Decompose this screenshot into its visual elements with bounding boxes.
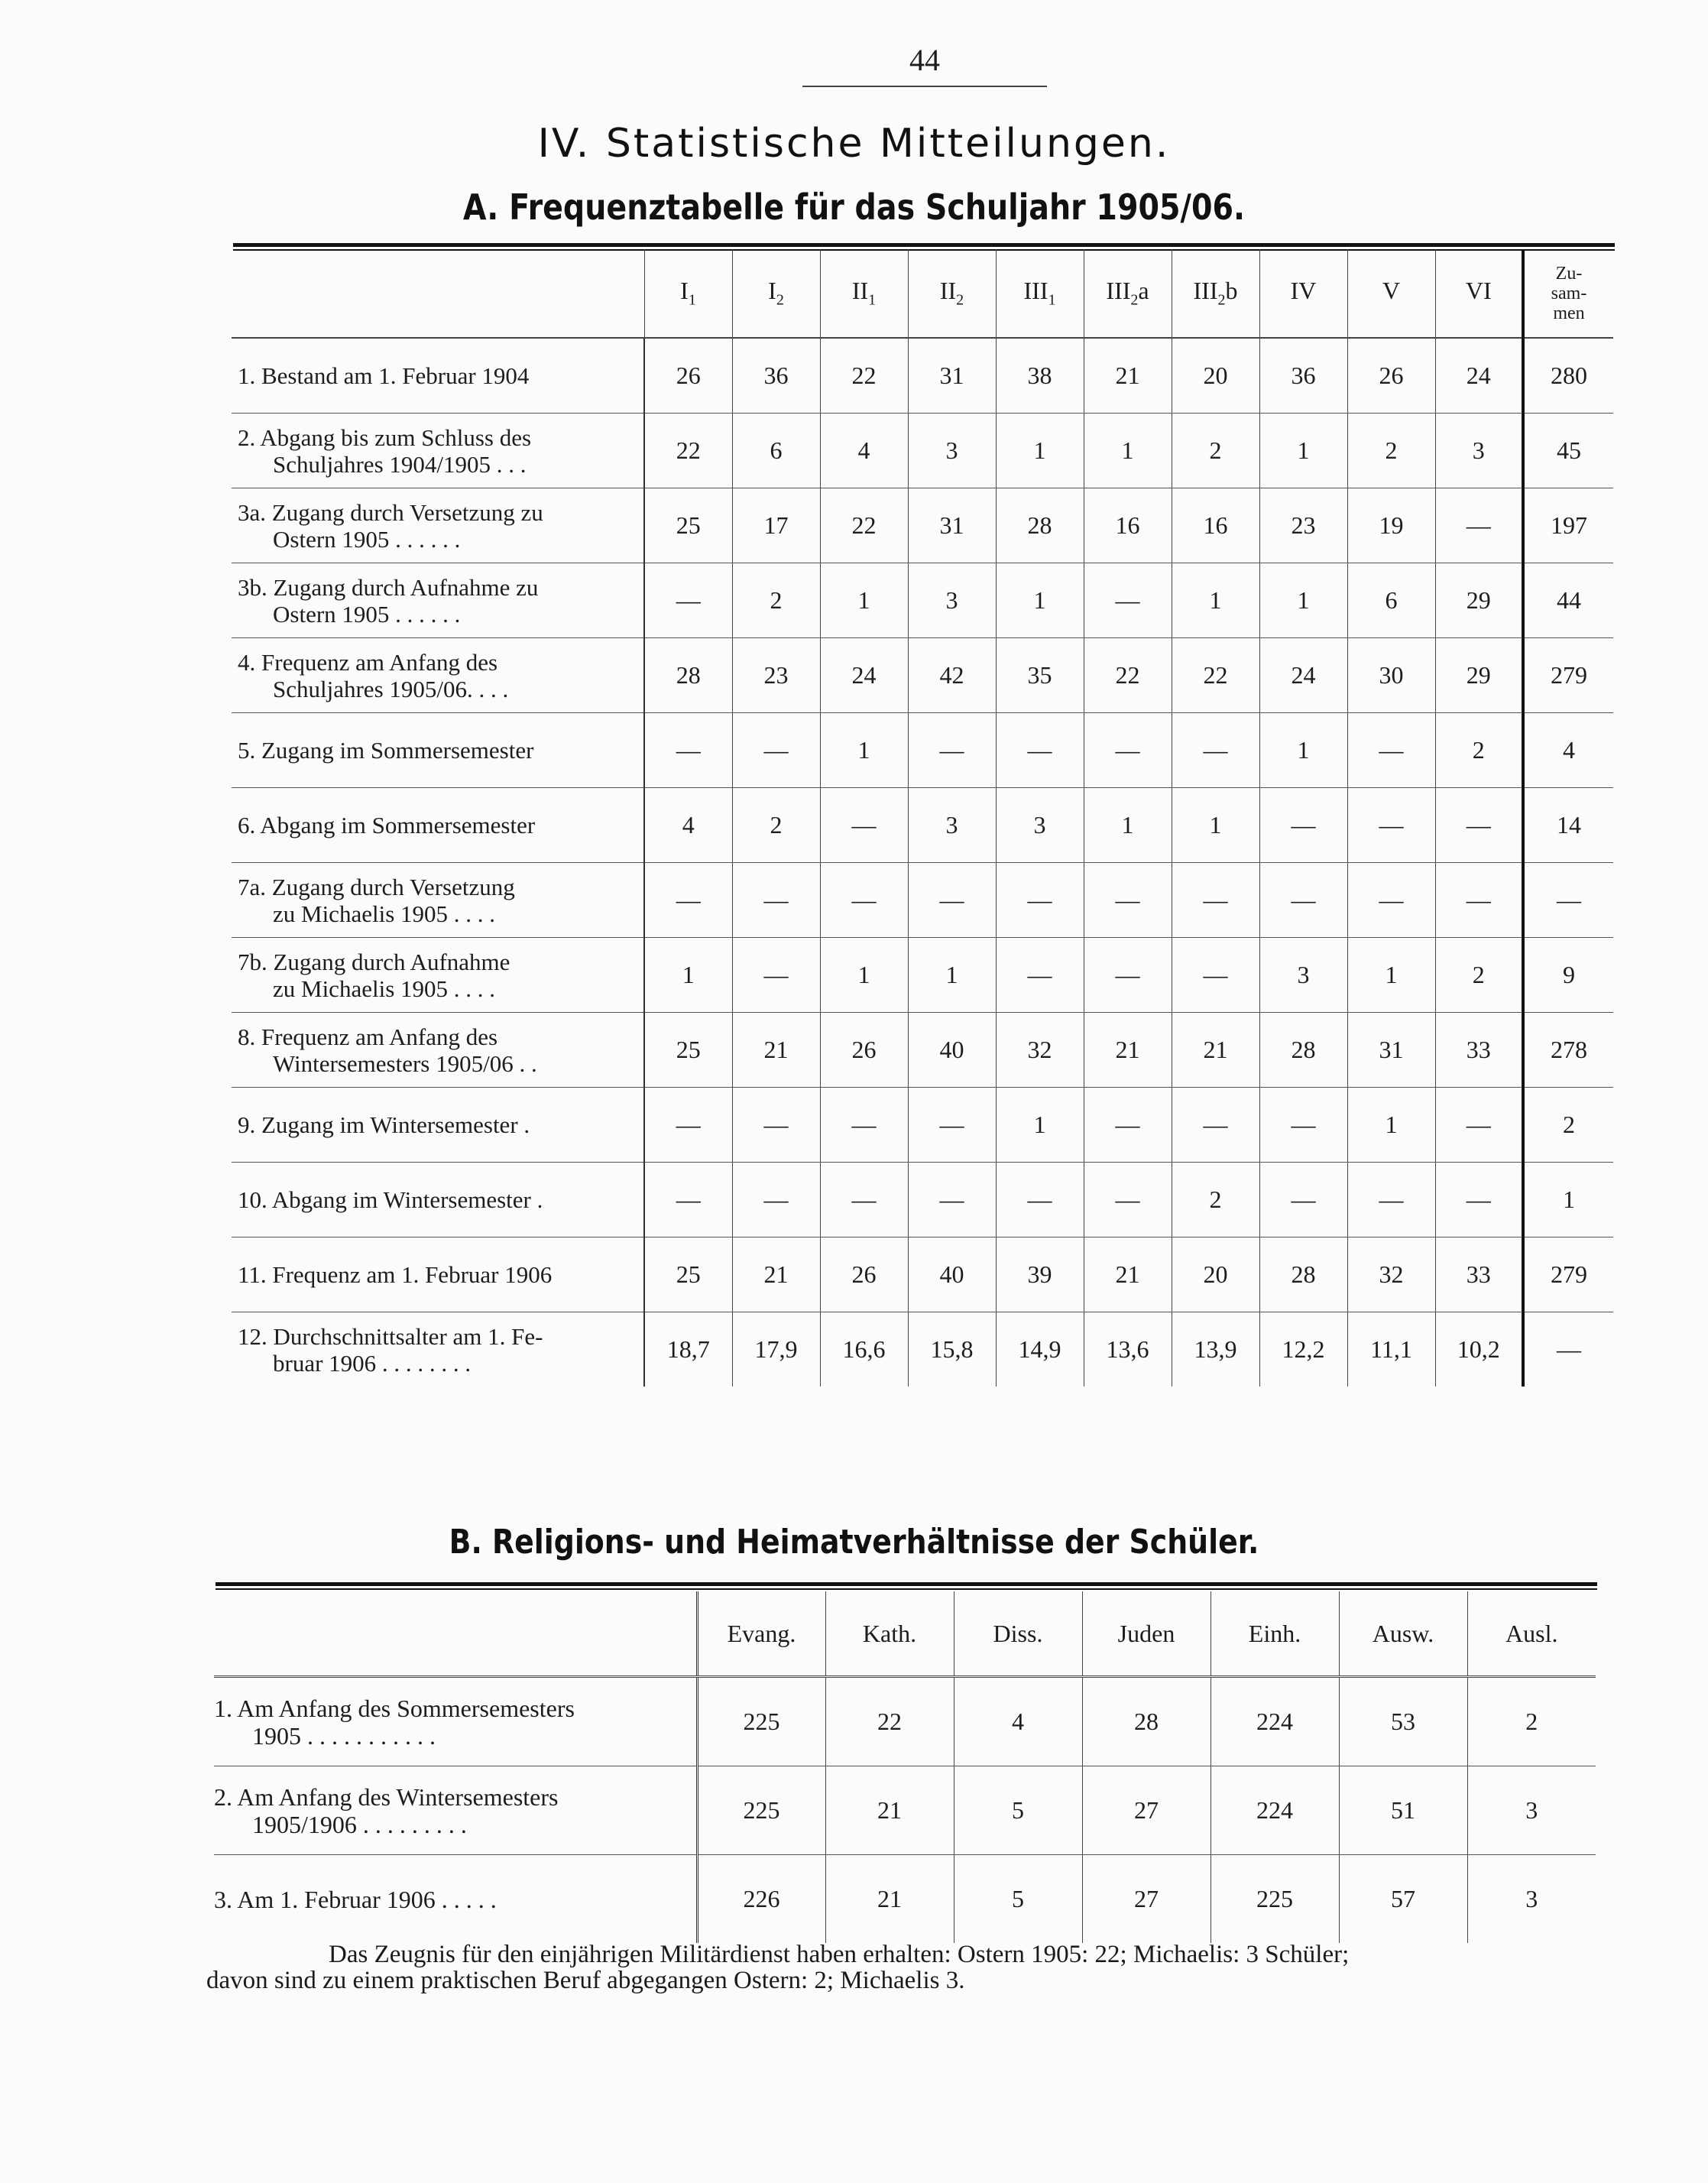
table-a-cell: 1: [1172, 788, 1259, 863]
table-a-cell: 16: [1172, 488, 1259, 563]
table-a-cell: 25: [644, 1237, 732, 1312]
table-a-cell: 32: [1347, 1237, 1435, 1312]
table-b-cell: 51: [1339, 1766, 1467, 1855]
table-a-cell: —: [996, 938, 1084, 1013]
row-label: [214, 1766, 697, 1855]
class-name: I: [680, 277, 689, 305]
row-label-line: Ostern 1905 . . . . . .: [273, 600, 461, 628]
table-b-cell: 27: [1082, 1855, 1211, 1944]
table-a-total-cell: 14: [1523, 788, 1613, 863]
table-a-cell: —: [732, 1088, 820, 1163]
table-a-cell: 2: [732, 788, 820, 863]
table-a-cell: 11,1: [1347, 1312, 1435, 1387]
table-a-cell: 26: [644, 338, 732, 414]
table-a-cell: 6: [732, 414, 820, 488]
table-a-cell: —: [1347, 713, 1435, 788]
class-suffix: a: [1138, 277, 1149, 305]
table-a-cell: —: [732, 938, 820, 1013]
class-name: II: [939, 277, 957, 305]
row-label: [214, 1855, 697, 1944]
table-a-cell: —: [1435, 788, 1523, 863]
row-label: [232, 488, 644, 563]
table-b-cell: 53: [1339, 1677, 1467, 1766]
class-column-header: [1347, 249, 1435, 338]
table-a-cell: 1: [820, 938, 908, 1013]
table-b-column-header: Einh.: [1211, 1591, 1339, 1677]
table-a-cell: 3: [908, 414, 996, 488]
table-a-cell: —: [1084, 863, 1172, 938]
table-a-cell: 1: [820, 563, 908, 638]
table-a-cell: 1: [908, 938, 996, 1013]
class-column-header: [1259, 249, 1347, 338]
table-a-total-cell: 279: [1523, 1237, 1613, 1312]
table-a-cell: —: [1084, 563, 1172, 638]
row-label: [232, 863, 644, 938]
table-a-row: [232, 1312, 1613, 1387]
table-b-row: [214, 1766, 1596, 1855]
table-a-cell: 28: [1259, 1237, 1347, 1312]
table-a-cell: 36: [1259, 338, 1347, 414]
table-a-cell: 36: [732, 338, 820, 414]
table-a-cell: 22: [820, 488, 908, 563]
class-suffix: b: [1225, 277, 1238, 305]
table-a-title: A. Frequenztabelle für das Schuljahr 1905/06.: [462, 187, 1246, 228]
class-column-header: [1084, 249, 1172, 338]
row-label-line: 12. Durchschnittsalter am 1. Fe-: [238, 1322, 543, 1350]
table-a-total-cell: 1: [1523, 1163, 1613, 1237]
table-a-cell: —: [1084, 1088, 1172, 1163]
table-b-cell: 224: [1211, 1766, 1339, 1855]
table-a-cell: 30: [1347, 638, 1435, 713]
table-a-cell: 2: [1435, 938, 1523, 1013]
table-a-cell: 14,9: [996, 1312, 1084, 1387]
table-a-cell: —: [908, 863, 996, 938]
table-a-cell: 25: [644, 1013, 732, 1088]
row-label-line: 5. Zugang im Sommersemester: [238, 737, 534, 764]
table-a-cell: 24: [1259, 638, 1347, 713]
table-b-cell: 224: [1211, 1677, 1339, 1766]
class-name: VI: [1465, 277, 1492, 305]
table-a-corner-cell: [232, 249, 644, 338]
table-a-cell: —: [1172, 938, 1259, 1013]
class-column-header: [644, 249, 732, 338]
table-a-cell: 1: [1347, 938, 1435, 1013]
table-a-cell: 4: [820, 414, 908, 488]
table-a-cell: 33: [1435, 1237, 1523, 1312]
row-label: [232, 414, 644, 488]
table-b-cell: 57: [1339, 1855, 1467, 1944]
table-a-cell: —: [996, 1163, 1084, 1237]
table-a-cell: 2: [1435, 713, 1523, 788]
table-b-column-header: Ausw.: [1339, 1591, 1467, 1677]
table-b-column-header: Juden: [1082, 1591, 1211, 1677]
table-a-total-cell: 2: [1523, 1088, 1613, 1163]
class-name: III: [1193, 277, 1218, 305]
table-a-cell: —: [996, 713, 1084, 788]
table-a-cell: 29: [1435, 638, 1523, 713]
row-label: [232, 1312, 644, 1387]
table-a-cell: 21: [1084, 338, 1172, 414]
table-a-cell: 2: [732, 563, 820, 638]
table-a-cell: —: [1347, 1163, 1435, 1237]
table-a-cell: 21: [1084, 1237, 1172, 1312]
table-a-row: [232, 788, 1613, 863]
table-a-cell: 1: [996, 1088, 1084, 1163]
table-a-cell: 3: [996, 788, 1084, 863]
table-a-cell: 35: [996, 638, 1084, 713]
table-a-cell: —: [1259, 788, 1347, 863]
table-a-cell: 21: [1084, 1013, 1172, 1088]
table-a-total-cell: 44: [1523, 563, 1613, 638]
table-a-cell: 22: [820, 338, 908, 414]
table-a-row: [232, 638, 1613, 713]
table-b-cell: 5: [954, 1855, 1082, 1944]
row-label: [232, 1088, 644, 1163]
table-a-row: [232, 713, 1613, 788]
table-a-cell: 26: [1347, 338, 1435, 414]
table-a-cell: —: [1259, 1163, 1347, 1237]
table-a-row: [232, 1163, 1613, 1237]
class-column-header: [1172, 249, 1259, 338]
total-header-part: Zu-: [1555, 263, 1583, 284]
table-a-cell: 31: [908, 338, 996, 414]
table-a-cell: 23: [732, 638, 820, 713]
table-b-column-header: Evang.: [697, 1591, 825, 1677]
row-label-line: Schuljahres 1904/1905 . . .: [273, 450, 527, 478]
row-label: [232, 713, 644, 788]
table-a-cell: 3: [908, 788, 996, 863]
table-a-row: [232, 1013, 1613, 1088]
table-a-cell: 1: [1172, 563, 1259, 638]
row-label-line: 3b. Zugang durch Aufnahme zu: [238, 573, 539, 601]
table-a-cell: 1: [996, 414, 1084, 488]
table-b-cell: 4: [954, 1677, 1082, 1766]
table-a-total-cell: 280: [1523, 338, 1613, 414]
table-b-cell: 3: [1467, 1855, 1596, 1944]
class-name: V: [1382, 277, 1401, 305]
table-a-cell: 1: [1084, 788, 1172, 863]
table-a-cell: —: [1084, 938, 1172, 1013]
table-b-row: [214, 1855, 1596, 1944]
row-label-line: 3. Am 1. Februar 1906 . . . . .: [214, 1885, 497, 1913]
table-a-cell: —: [1435, 1163, 1523, 1237]
row-label-line: 11. Frequenz am 1. Februar 1906: [238, 1261, 553, 1288]
row-label-line: 3a. Zugang durch Versetzung zu: [238, 498, 543, 526]
table-a-cell: 39: [996, 1237, 1084, 1312]
table-a-cell: 26: [820, 1237, 908, 1312]
total-column-header: [1523, 249, 1613, 338]
table-b-cell: 22: [825, 1677, 954, 1766]
table-b-column-header: Kath.: [825, 1591, 954, 1677]
table-a-cell: 17,9: [732, 1312, 820, 1387]
table-b-cell: 225: [697, 1766, 825, 1855]
table-b-row: [214, 1677, 1596, 1766]
row-label-line: 8. Frequenz am Anfang des: [238, 1023, 498, 1050]
row-label-line: 2. Abgang bis zum Schluss des: [238, 423, 532, 451]
religion-table: [214, 1591, 1596, 1943]
table-a-total-cell: 4: [1523, 713, 1613, 788]
table-a-cell: —: [1172, 713, 1259, 788]
table-a-cell: 22: [644, 414, 732, 488]
class-subscript: 1: [688, 291, 696, 309]
page-number: 44: [802, 42, 1047, 87]
table-a-row: [232, 1088, 1613, 1163]
table-a-cell: 1: [1084, 414, 1172, 488]
table-a-cell: —: [996, 863, 1084, 938]
row-label-line: 1. Bestand am 1. Februar 1904: [238, 362, 530, 389]
row-label-line: zu Michaelis 1905 . . . .: [273, 900, 496, 927]
table-a-cell: 20: [1172, 1237, 1259, 1312]
table-a-cell: 40: [908, 1237, 996, 1312]
table-a-cell: 1: [644, 938, 732, 1013]
table-a-cell: —: [820, 1088, 908, 1163]
table-a-cell: 26: [820, 1013, 908, 1088]
footnote: [206, 1941, 1601, 1993]
table-a-cell: —: [1347, 863, 1435, 938]
row-label: [232, 1237, 644, 1312]
table-a-cell: 1: [996, 563, 1084, 638]
table-a-total-cell: 9: [1523, 938, 1613, 1013]
total-header-part: men: [1553, 303, 1585, 323]
table-a-cell: 28: [996, 488, 1084, 563]
table-a-cell: —: [1259, 863, 1347, 938]
table-a-cell: 38: [996, 338, 1084, 414]
table-a-cell: 3: [908, 563, 996, 638]
table-b-cell: 21: [825, 1766, 954, 1855]
class-subscript: 1: [1048, 291, 1056, 309]
table-a-cell: —: [644, 863, 732, 938]
table-a-cell: 2: [1172, 1163, 1259, 1237]
table-b-cell: 3: [1467, 1766, 1596, 1855]
table-a-row: [232, 563, 1613, 638]
table-a-total-cell: 278: [1523, 1013, 1613, 1088]
table-b-cell: 225: [1211, 1855, 1339, 1944]
row-label-line: 7b. Zugang durch Aufnahme: [238, 948, 510, 975]
table-a-cell: 4: [644, 788, 732, 863]
table-b-cell: 5: [954, 1766, 1082, 1855]
table-a-cell: 10,2: [1435, 1312, 1523, 1387]
row-label-line: 9. Zugang im Wintersemester .: [238, 1111, 530, 1138]
table-a-cell: —: [644, 1163, 732, 1237]
table-a-cell: —: [1435, 488, 1523, 563]
table-a-cell: 22: [1172, 638, 1259, 713]
table-a-row: [232, 414, 1613, 488]
table-a-cell: 13,6: [1084, 1312, 1172, 1387]
table-a-cell: 15,8: [908, 1312, 996, 1387]
table-a-cell: 40: [908, 1013, 996, 1088]
table-a-cell: —: [644, 713, 732, 788]
table-a-cell: —: [1259, 1088, 1347, 1163]
table-a-cell: —: [1084, 713, 1172, 788]
table-a-cell: 1: [1259, 563, 1347, 638]
row-label-line: Schuljahres 1905/06. . . .: [273, 675, 509, 702]
table-a-cell: 17: [732, 488, 820, 563]
table-a-header-row: [232, 249, 1613, 338]
table-a-cell: 31: [908, 488, 996, 563]
class-column-header: [1435, 249, 1523, 338]
total-header-part: sam-: [1551, 283, 1587, 303]
row-label: [232, 638, 644, 713]
row-label-line: 6. Abgang im Sommersemester: [238, 812, 536, 838]
class-name: III: [1023, 277, 1048, 305]
table-b-cell: 2: [1467, 1677, 1596, 1766]
class-name: I: [768, 277, 776, 305]
table-b-cell: 28: [1082, 1677, 1211, 1766]
table-a-cell: —: [732, 1163, 820, 1237]
table-a-cell: 19: [1347, 488, 1435, 563]
table-a-cell: 33: [1435, 1013, 1523, 1088]
table-a-total-cell: —: [1523, 1312, 1613, 1387]
table-a-cell: 1: [1259, 414, 1347, 488]
table-a-cell: 16,6: [820, 1312, 908, 1387]
table-a-row: [232, 863, 1613, 938]
table-a-total-cell: 197: [1523, 488, 1613, 563]
row-label: [214, 1677, 697, 1766]
class-column-header: [820, 249, 908, 338]
row-label: [232, 563, 644, 638]
footnote-line-1: Das Zeugnis für den einjährigen Militärdienst haben erhalten: Ostern 1905: 22; Michaelis: 3 Schüler;: [329, 1941, 1350, 1968]
row-label-line: 1905 . . . . . . . . . . .: [252, 1721, 436, 1750]
row-label-line: 1905/1906 . . . . . . . . .: [252, 1810, 467, 1838]
table-a-cell: —: [820, 1163, 908, 1237]
table-a-row: [232, 938, 1613, 1013]
table-a-cell: 1: [820, 713, 908, 788]
table-a-cell: 21: [732, 1237, 820, 1312]
row-label-line: 4. Frequenz am Anfang des: [238, 648, 498, 676]
table-a-row: [232, 1237, 1613, 1312]
table-a-cell: 21: [1172, 1013, 1259, 1088]
table-b-column-header: Diss.: [954, 1591, 1082, 1677]
row-label: [232, 938, 644, 1013]
table-a-cell: 12,2: [1259, 1312, 1347, 1387]
table-a-cell: 1: [1347, 1088, 1435, 1163]
class-subscript: 2: [776, 291, 784, 309]
class-column-header: [732, 249, 820, 338]
table-a-cell: —: [644, 1088, 732, 1163]
class-name: III: [1106, 277, 1131, 305]
table-a-cell: —: [1435, 863, 1523, 938]
table-a-cell: —: [908, 1088, 996, 1163]
table-b-cell: 225: [697, 1677, 825, 1766]
table-a-cell: 32: [996, 1013, 1084, 1088]
row-label: [232, 1163, 644, 1237]
class-subscript: 2: [1217, 291, 1226, 309]
table-a-cell: —: [1172, 863, 1259, 938]
class-subscript: 2: [1130, 291, 1139, 309]
footnote-line-2: davon sind zu einem praktischen Beruf abgegangen Ostern: 2; Michaelis 3.: [206, 1967, 965, 1994]
table-a-cell: —: [1172, 1088, 1259, 1163]
table-a-cell: —: [1435, 1088, 1523, 1163]
table-a-cell: —: [732, 713, 820, 788]
table-a-cell: —: [820, 863, 908, 938]
table-a-cell: 2: [1347, 414, 1435, 488]
table-b-cell: 226: [697, 1855, 825, 1944]
row-label-line: 1. Am Anfang des Sommersemesters: [214, 1694, 575, 1722]
row-label-line: zu Michaelis 1905 . . . .: [273, 975, 496, 1002]
class-name: IV: [1290, 277, 1317, 305]
table-a-cell: 31: [1347, 1013, 1435, 1088]
class-subscript: 1: [868, 291, 877, 309]
class-name: II: [851, 277, 869, 305]
table-a-cell: —: [1084, 1163, 1172, 1237]
table-a-total-cell: 45: [1523, 414, 1613, 488]
table-a-cell: 1: [1259, 713, 1347, 788]
row-label-line: 2. Am Anfang des Wintersemesters: [214, 1782, 559, 1811]
table-b-column-header: Ausl.: [1467, 1591, 1596, 1677]
row-label: [232, 338, 644, 414]
table-a-total-cell: 279: [1523, 638, 1613, 713]
table-a-cell: 28: [1259, 1013, 1347, 1088]
table-a-cell: —: [908, 713, 996, 788]
table-a-cell: 42: [908, 638, 996, 713]
table-b-top-rule: [216, 1582, 1597, 1590]
class-subscript: 2: [956, 291, 964, 309]
section-title: IV. Statistische Mitteilungen.: [537, 121, 1171, 167]
table-a-cell: 22: [1084, 638, 1172, 713]
table-a-row: [232, 338, 1613, 414]
table-a-cell: 3: [1259, 938, 1347, 1013]
row-label-line: Wintersemesters 1905/06 . .: [273, 1049, 537, 1077]
table-a-total-cell: —: [1523, 863, 1613, 938]
table-a-cell: —: [732, 863, 820, 938]
table-a-cell: 16: [1084, 488, 1172, 563]
table-a-cell: 2: [1172, 414, 1259, 488]
table-a-cell: 24: [820, 638, 908, 713]
table-a-cell: 24: [1435, 338, 1523, 414]
table-a-cell: 13,9: [1172, 1312, 1259, 1387]
table-b-header-row: [214, 1591, 1596, 1677]
table-a-row: [232, 488, 1613, 563]
table-b-cell: 27: [1082, 1766, 1211, 1855]
row-label: [232, 1013, 644, 1088]
row-label: [232, 788, 644, 863]
row-label-line: 7a. Zugang durch Versetzung: [238, 873, 515, 900]
class-column-header: [996, 249, 1084, 338]
table-a-cell: 18,7: [644, 1312, 732, 1387]
table-b-title: B. Religions- und Heimatverhältnisse der Schüler.: [449, 1523, 1259, 1562]
table-a-cell: —: [820, 788, 908, 863]
row-label-line: bruar 1906 . . . . . . . .: [273, 1349, 472, 1377]
table-a-cell: —: [644, 563, 732, 638]
row-label-line: 10. Abgang im Wintersemester .: [238, 1186, 543, 1213]
table-a-cell: 20: [1172, 338, 1259, 414]
table-a-cell: 3: [1435, 414, 1523, 488]
table-a-cell: 25: [644, 488, 732, 563]
table-a-cell: 29: [1435, 563, 1523, 638]
table-a-cell: 21: [732, 1013, 820, 1088]
frequency-table: [232, 249, 1613, 1387]
table-a-cell: —: [1347, 788, 1435, 863]
class-column-header: [908, 249, 996, 338]
row-label-line: Ostern 1905 . . . . . .: [273, 525, 461, 553]
table-b-corner-cell: [214, 1591, 697, 1677]
table-a-cell: 23: [1259, 488, 1347, 563]
table-a-cell: —: [908, 1163, 996, 1237]
table-b-cell: 21: [825, 1855, 954, 1944]
table-a-cell: 6: [1347, 563, 1435, 638]
table-a-cell: 28: [644, 638, 732, 713]
